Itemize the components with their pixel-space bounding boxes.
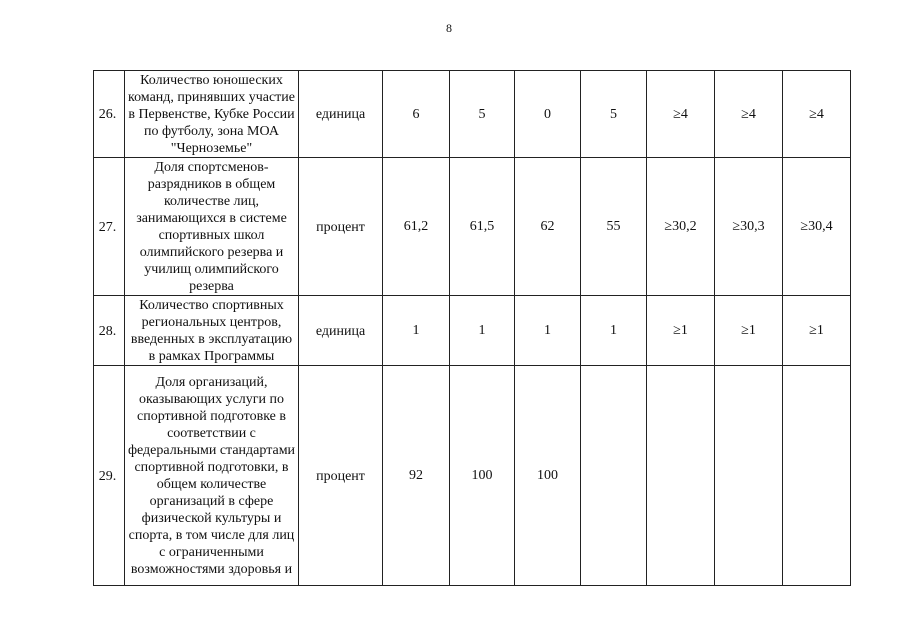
- value-cell: [715, 366, 783, 586]
- row-number: 28.: [94, 296, 125, 366]
- row-number: 26.: [94, 71, 125, 158]
- value-cell: 100: [515, 366, 581, 586]
- value-cell: ≥30,3: [715, 158, 783, 296]
- value-cell: 100: [450, 366, 515, 586]
- unit-cell: единица: [299, 71, 383, 158]
- table-row: [94, 296, 851, 366]
- unit-cell: процент: [299, 158, 383, 296]
- value-cell: 1: [450, 296, 515, 366]
- page-number: 8: [446, 21, 452, 35]
- value-cell: [647, 366, 715, 586]
- value-cell: ≥1: [715, 296, 783, 366]
- indicator-name: Доля спортсменов-разрядников в общем количестве лиц, занимающихся в системе спортивных школ олимпийского резерва и училищ олимпийского резерва: [125, 158, 299, 296]
- value-cell: ≥1: [783, 296, 851, 366]
- table-row: [94, 71, 851, 158]
- value-cell: ≥4: [715, 71, 783, 158]
- value-cell: ≥30,2: [647, 158, 715, 296]
- table-row: [94, 366, 851, 586]
- indicators-table: [93, 70, 851, 586]
- value-cell: 62: [515, 158, 581, 296]
- indicator-name: Количество юношеских команд, принявших участие в Первенстве, Кубке России по футболу, зона МОА "Черноземье": [125, 71, 299, 158]
- value-cell: 1: [581, 296, 647, 366]
- indicator-name: Количество спортивных региональных центров, введенных в эксплуатацию в рамках Программы: [125, 296, 299, 366]
- value-cell: 1: [515, 296, 581, 366]
- value-cell: 61,2: [383, 158, 450, 296]
- value-cell: 55: [581, 158, 647, 296]
- value-cell: 0: [515, 71, 581, 158]
- value-cell: 5: [581, 71, 647, 158]
- value-cell: ≥4: [783, 71, 851, 158]
- row-number: 27.: [94, 158, 125, 296]
- value-cell: 92: [383, 366, 450, 586]
- value-cell: ≥1: [647, 296, 715, 366]
- value-cell: 61,5: [450, 158, 515, 296]
- value-cell: 6: [383, 71, 450, 158]
- unit-cell: процент: [299, 366, 383, 586]
- indicator-name: Доля организаций, оказывающих услуги по спортивной подготовке в соответствии с федеральными стандартами спортивной подготовки, в общем количестве организаций в сфере физической культуры и спорта, в том числе для лиц с ограниченными возможностями здоровья и: [125, 366, 299, 586]
- value-cell: [783, 366, 851, 586]
- value-cell: [581, 366, 647, 586]
- value-cell: ≥30,4: [783, 158, 851, 296]
- value-cell: ≥4: [647, 71, 715, 158]
- unit-cell: единица: [299, 296, 383, 366]
- table-row: [94, 158, 851, 296]
- row-number: 29.: [94, 366, 125, 586]
- value-cell: 5: [450, 71, 515, 158]
- value-cell: 1: [383, 296, 450, 366]
